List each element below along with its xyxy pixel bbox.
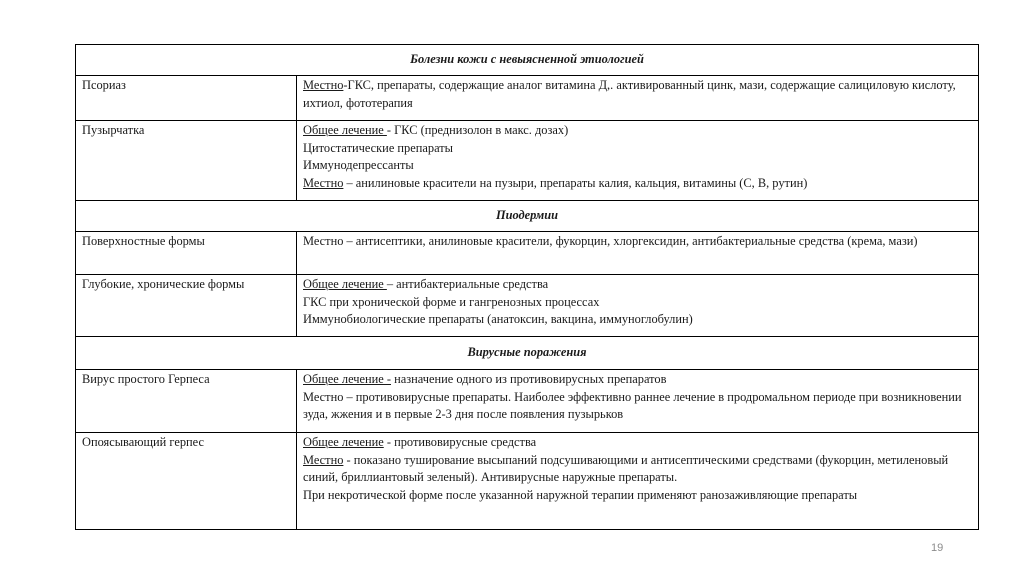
treatment-line	[303, 434, 972, 452]
table-row-superficial	[76, 232, 979, 275]
treatment-line	[303, 371, 972, 389]
section-title: Вирусные поражения	[76, 337, 979, 370]
underlined-term: Общее лечение -	[303, 372, 391, 386]
underlined-term: Местно	[303, 78, 344, 92]
disease-name: Глубокие, хронические формы	[76, 275, 297, 337]
section-header-pyoderma	[76, 201, 979, 232]
section-header-viral	[76, 337, 979, 370]
disease-name: Поверхностные формы	[76, 232, 297, 275]
section-title: Пиодермии	[76, 201, 979, 232]
table-row-psoriasis	[76, 76, 979, 121]
treatment-line: Иммунобиологические препараты (анатоксин, вакцина, иммуноглобулин)	[303, 312, 693, 326]
treatment-cell	[297, 121, 979, 201]
treatment-line	[303, 175, 972, 193]
treatment-line	[303, 452, 972, 487]
treatment-text: - показано туширование высыпаний подсушивающими и антисептическими средствами (фукорцин, метиленовый синий, бриллиантовый зеленый). Антивирусные наружные препараты.	[303, 452, 949, 484]
treatment-line: Цитостатические препараты	[303, 140, 453, 155]
treatment-text: - противовирусные средства	[383, 435, 537, 449]
section-title: Болезни кожи с невыясненной этиологией	[76, 45, 979, 76]
treatment-table	[75, 44, 979, 530]
treatment-line: Иммунодепрессанты	[303, 158, 414, 172]
treatment-line: При некротической форме после указанной наружной терапии применяют ранозаживляющие препараты	[303, 487, 858, 502]
treatment-line: ГКС при хронической форме и гангренозных процессах	[303, 294, 600, 309]
underlined-term: Местно	[303, 175, 344, 190]
disease-name: Опоясывающий герпес	[76, 433, 297, 530]
table-row-herpes-zoster	[76, 433, 979, 530]
treatment-cell	[297, 370, 979, 433]
treatment-cell	[297, 76, 979, 121]
disease-name: Псориаз	[76, 76, 297, 121]
treatment-text: назначение одного из противовирусных препаратов	[390, 372, 667, 386]
table-row-pemphigus	[76, 121, 979, 201]
underlined-term: Общее лечение	[303, 277, 387, 291]
treatment-cell: Местно – антисептики, анилиновые красители, фукорцин, хлоргексидин, антибактериальные средства (крема, мази)	[297, 232, 979, 275]
underlined-term: Общее лечение	[303, 435, 384, 449]
treatment-cell	[297, 275, 979, 337]
table-row-herpes-simplex	[76, 370, 979, 433]
treatment-text: – антибактериальные средства	[386, 277, 549, 291]
underlined-term: Общее лечение	[303, 123, 387, 137]
table-row-deep	[76, 275, 979, 337]
treatment-cell	[297, 433, 979, 530]
treatment-text: - ГКС (преднизолон в макс. дозах)	[386, 123, 569, 137]
treatment-line	[303, 276, 972, 294]
disease-name: Вирус простого Герпеса	[76, 370, 297, 433]
treatment-text: -ГКС, препараты, содержащие аналог витамина Д,. активированный цинк, мази, содержащие салициловую кислоту, ихтиол, фототерапия	[303, 78, 956, 110]
treatment-line	[303, 122, 972, 140]
treatment-line: Местно – противовирусные препараты. Наиболее эффективно раннее лечение в продромальном периоде при возникновении зуда, жжения и в первые 2-3 дня после появления пузырьков	[303, 389, 962, 421]
section-header-unknown-etiology	[76, 45, 979, 76]
treatment-text: – анилиновые красители на пузыри, препараты калия, кальция, витамины (С, В, рутин)	[343, 175, 808, 190]
disease-name: Пузырчатка	[76, 121, 297, 201]
page-number: 19	[931, 542, 944, 554]
underlined-term: Местно	[303, 452, 344, 467]
